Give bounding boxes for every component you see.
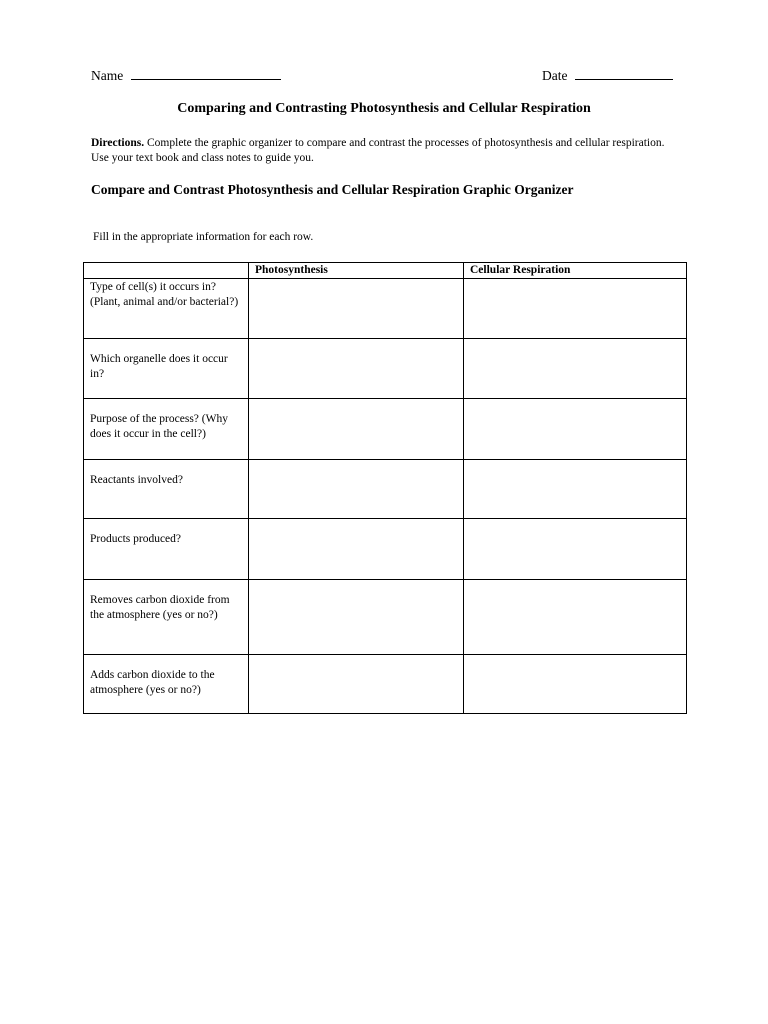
organizer-title: Compare and Contrast Photosynthesis and Cellular Respiration Graphic Organizer: [91, 182, 574, 197]
date-field[interactable]: [575, 66, 673, 80]
name-label: Name: [91, 68, 124, 83]
row-question: Purpose of the process? (Why does it occur in the cell?): [84, 399, 249, 460]
directions-text: Complete the graphic organizer to compare and contrast the processes of photosynthesis and cellular respiration. Use your text book and class notes to guide you.: [91, 137, 665, 164]
row-question: Reactants involved?: [84, 460, 249, 519]
table-row: [84, 460, 687, 519]
cellular-respiration-answer-cell[interactable]: [464, 580, 687, 655]
date-label: Date: [542, 68, 568, 83]
row-question: Adds carbon dioxide to the atmosphere (yes or no?): [84, 655, 249, 714]
cellular-respiration-answer-cell[interactable]: [464, 460, 687, 519]
fill-instruction: Fill in the appropriate information for each row.: [93, 231, 314, 243]
column-header-cellular-respiration: Cellular Respiration: [464, 263, 687, 279]
cellular-respiration-answer-cell[interactable]: [464, 655, 687, 714]
row-question: Removes carbon dioxide from the atmosphere (yes or no?): [84, 580, 249, 655]
name-line: [91, 66, 281, 84]
cellular-respiration-answer-cell[interactable]: [464, 399, 687, 460]
column-header-blank: [84, 263, 249, 279]
photosynthesis-answer-cell[interactable]: [249, 460, 464, 519]
photosynthesis-answer-cell[interactable]: [249, 399, 464, 460]
graphic-organizer-table: [83, 262, 687, 714]
page-title: Comparing and Contrasting Photosynthesis and Cellular Respiration: [177, 101, 591, 116]
date-line: [542, 66, 673, 84]
table-row: [84, 655, 687, 714]
directions-label: Directions.: [91, 137, 145, 149]
column-header-photosynthesis: Photosynthesis: [249, 263, 464, 279]
table-row: [84, 580, 687, 655]
cellular-respiration-answer-cell[interactable]: [464, 519, 687, 580]
row-question: Which organelle does it occur in?: [84, 339, 249, 399]
photosynthesis-answer-cell[interactable]: [249, 519, 464, 580]
table-row: [84, 519, 687, 580]
table-row: [84, 399, 687, 460]
name-field[interactable]: [131, 66, 281, 80]
photosynthesis-answer-cell[interactable]: [249, 339, 464, 399]
table-row: [84, 279, 687, 339]
directions-paragraph: [91, 136, 681, 166]
table-row: [84, 339, 687, 399]
cellular-respiration-answer-cell[interactable]: [464, 279, 687, 339]
photosynthesis-answer-cell[interactable]: [249, 655, 464, 714]
table-header-row: [84, 263, 687, 279]
row-question: Products produced?: [84, 519, 249, 580]
photosynthesis-answer-cell[interactable]: [249, 580, 464, 655]
row-question: Type of cell(s) it occurs in? (Plant, animal and/or bacterial?): [84, 279, 249, 339]
photosynthesis-answer-cell[interactable]: [249, 279, 464, 339]
cellular-respiration-answer-cell[interactable]: [464, 339, 687, 399]
